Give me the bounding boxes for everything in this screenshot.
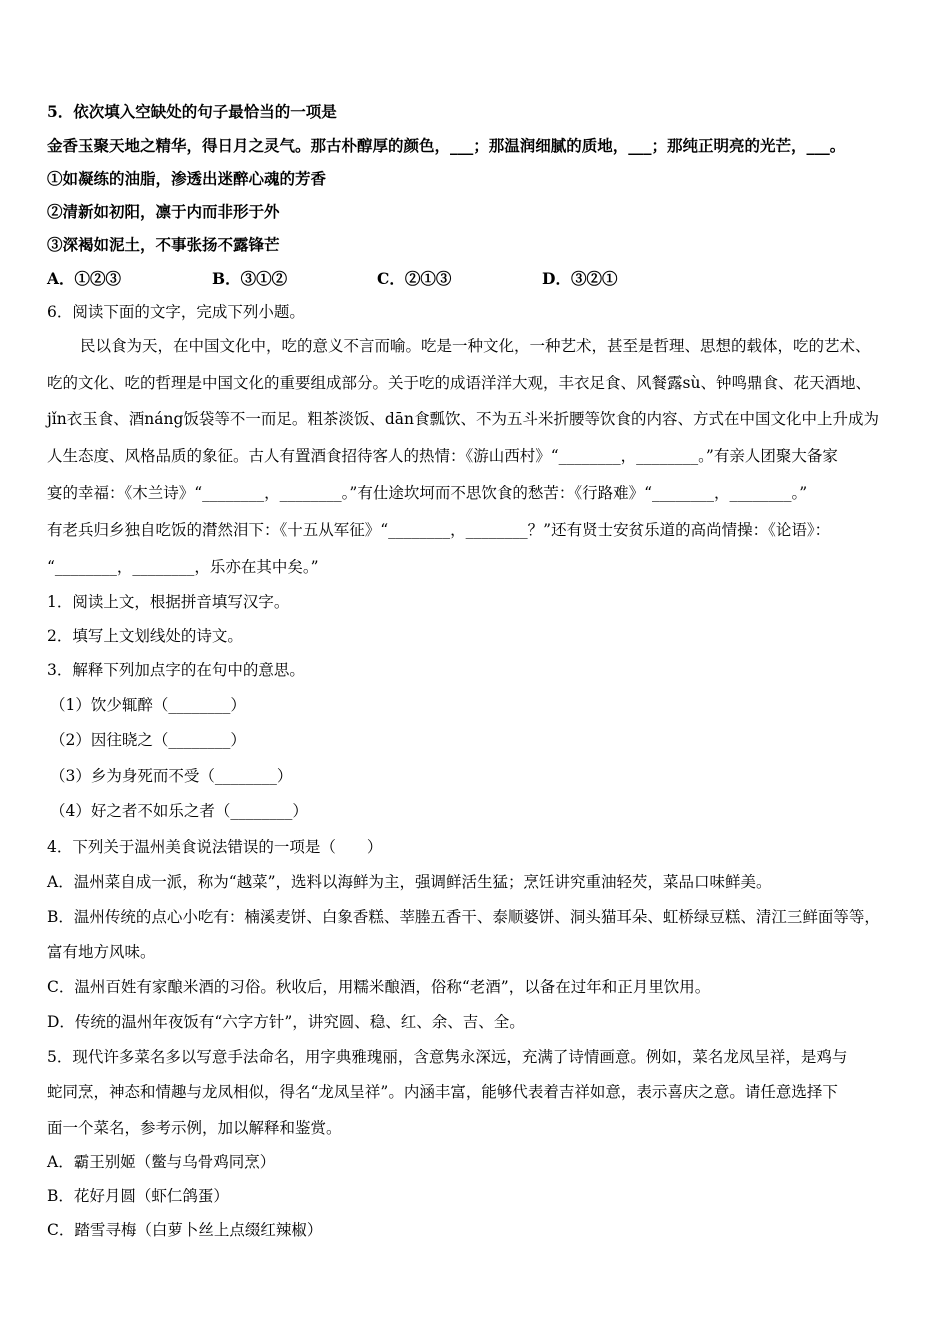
subquestion-5-item: A．霸王别姬（鳖与乌骨鸡同烹） bbox=[47, 1153, 276, 1171]
subquestion-4-option-c[interactable]: C．温州百姓有家酿米酒的习俗。秋收后，用糯米酿酒，俗称“老酒”，以备在过年和正月里饮用。 bbox=[47, 978, 711, 996]
question-5-item-2: ②清新如初阳，凛于内而非形于外 bbox=[47, 202, 280, 221]
subquestion-5-line: 蛇同烹，神态和情趣与龙凤相似，得名“龙凤呈祥”。内涵丰富，能够代表着吉祥如意，表示喜庆之意。请任意选择下 bbox=[47, 1083, 838, 1101]
subquestion-3: 3．解释下列加点字的在句中的意思。 bbox=[47, 661, 305, 679]
passage-line: 宴的幸福：《木兰诗》“________，________。”有仕途坎坷而不思饮食的愁苦：《行路难》“________，________。” bbox=[47, 484, 808, 502]
subquestion-5-item: B．花好月圆（虾仁鸽蛋） bbox=[47, 1187, 229, 1205]
subquestion-1: 1．阅读上文，根据拼音填写汉字。 bbox=[47, 593, 290, 611]
subquestion-4-option-d[interactable]: D．传统的温州年夜饭有“六字方针”，讲究圆、稳、红、余、吉、全。 bbox=[47, 1013, 525, 1031]
subquestion-5-line: 5．现代许多菜名多以写意手法命名，用字典雅瑰丽，含意隽永深远，充满了诗情画意。例如，菜名龙凤呈祥，是鸡与 bbox=[47, 1048, 848, 1066]
subquestion-4-option-b-cont: 富有地方风味。 bbox=[47, 943, 156, 961]
subquestion-3-item: （2）因往晓之（________） bbox=[50, 731, 246, 749]
subquestion-4: 4．下列关于温州美食说法错误的一项是（ ） bbox=[47, 838, 383, 856]
subquestion-4-option-b[interactable]: B．温州传统的点心小吃有：楠溪麦饼、白象香糕、莘塍五香干、泰顺婆饼、洞头猫耳朵、虹桥绿豆糕、清江三鲜面等等， bbox=[47, 908, 880, 926]
subquestion-2: 2．填写上文划线处的诗文。 bbox=[47, 627, 243, 645]
passage-line: 吃的文化、吃的哲理是中国文化的重要组成部分。关于吃的成语洋洋大观，丰衣足食、风餐露sù、钟鸣鼎食、花天酒地、 bbox=[47, 374, 871, 392]
question-5-item-3: ③深褐如泥土，不事张扬不露锋芒 bbox=[47, 235, 280, 254]
passage-line: 人生态度、风格品质的象征。古人有置酒食招待客人的热情：《游山西村》“________，________。”有亲人团聚大备家 bbox=[47, 447, 838, 465]
subquestion-3-item: （4）好之者不如乐之者（________） bbox=[50, 802, 308, 820]
option-d[interactable]: D．③②① bbox=[542, 269, 618, 288]
question-6-title: 6．阅读下面的文字，完成下列小题。 bbox=[47, 303, 305, 321]
option-b[interactable]: B．③①② bbox=[212, 269, 288, 288]
passage-line: 民以食为天，在中国文化中，吃的意义不言而喻。吃是一种文化，一种艺术，甚至是哲理、思想的载体，吃的艺术、 bbox=[80, 337, 871, 355]
subquestion-5-item: C．踏雪寻梅（白萝卜丝上点缀红辣椒） bbox=[47, 1221, 323, 1239]
subquestion-4-option-a[interactable]: A．温州菜自成一派，称为“越菜”，选料以海鲜为主，强调鲜活生猛；烹饪讲究重油轻芡，菜品口味鲜美。 bbox=[47, 873, 772, 891]
question-5-stem: 金香玉聚天地之精华，得日月之灵气。那古朴醇厚的颜色，___；那温润细腻的质地，___；那纯正明亮的光芒，___。 bbox=[47, 136, 846, 155]
subquestion-3-item: （3）乡为身死而不受（________） bbox=[50, 767, 293, 785]
question-5-title: 5．依次填入空缺处的句子最恰当的一项是 bbox=[47, 102, 337, 121]
question-5-options bbox=[47, 268, 617, 290]
question-5-item-1: ①如凝练的油脂，渗透出迷醉心魂的芳香 bbox=[47, 169, 327, 188]
option-a[interactable]: A．①②③ bbox=[47, 269, 122, 288]
passage-line: 有老兵归乡独自吃饭的潸然泪下：《十五从军征》“________，________？”还有贤士安贫乐道的高尚情操：《论语》： bbox=[47, 521, 831, 539]
passage-line: jǐn衣玉食、酒náng饭袋等不一而足。粗茶淡饭、dān食瓢饮、不为五斗米折腰等饮食的内容、方式在中国文化中上升成为 bbox=[47, 410, 880, 428]
passage-line: “________，________，乐亦在其中矣。” bbox=[47, 558, 319, 576]
subquestion-3-item: （1）饮少辄醉（________） bbox=[50, 696, 246, 714]
subquestion-5-line: 面一个菜名，参考示例，加以解释和鉴赏。 bbox=[47, 1119, 342, 1137]
option-c[interactable]: C．②①③ bbox=[377, 269, 452, 288]
